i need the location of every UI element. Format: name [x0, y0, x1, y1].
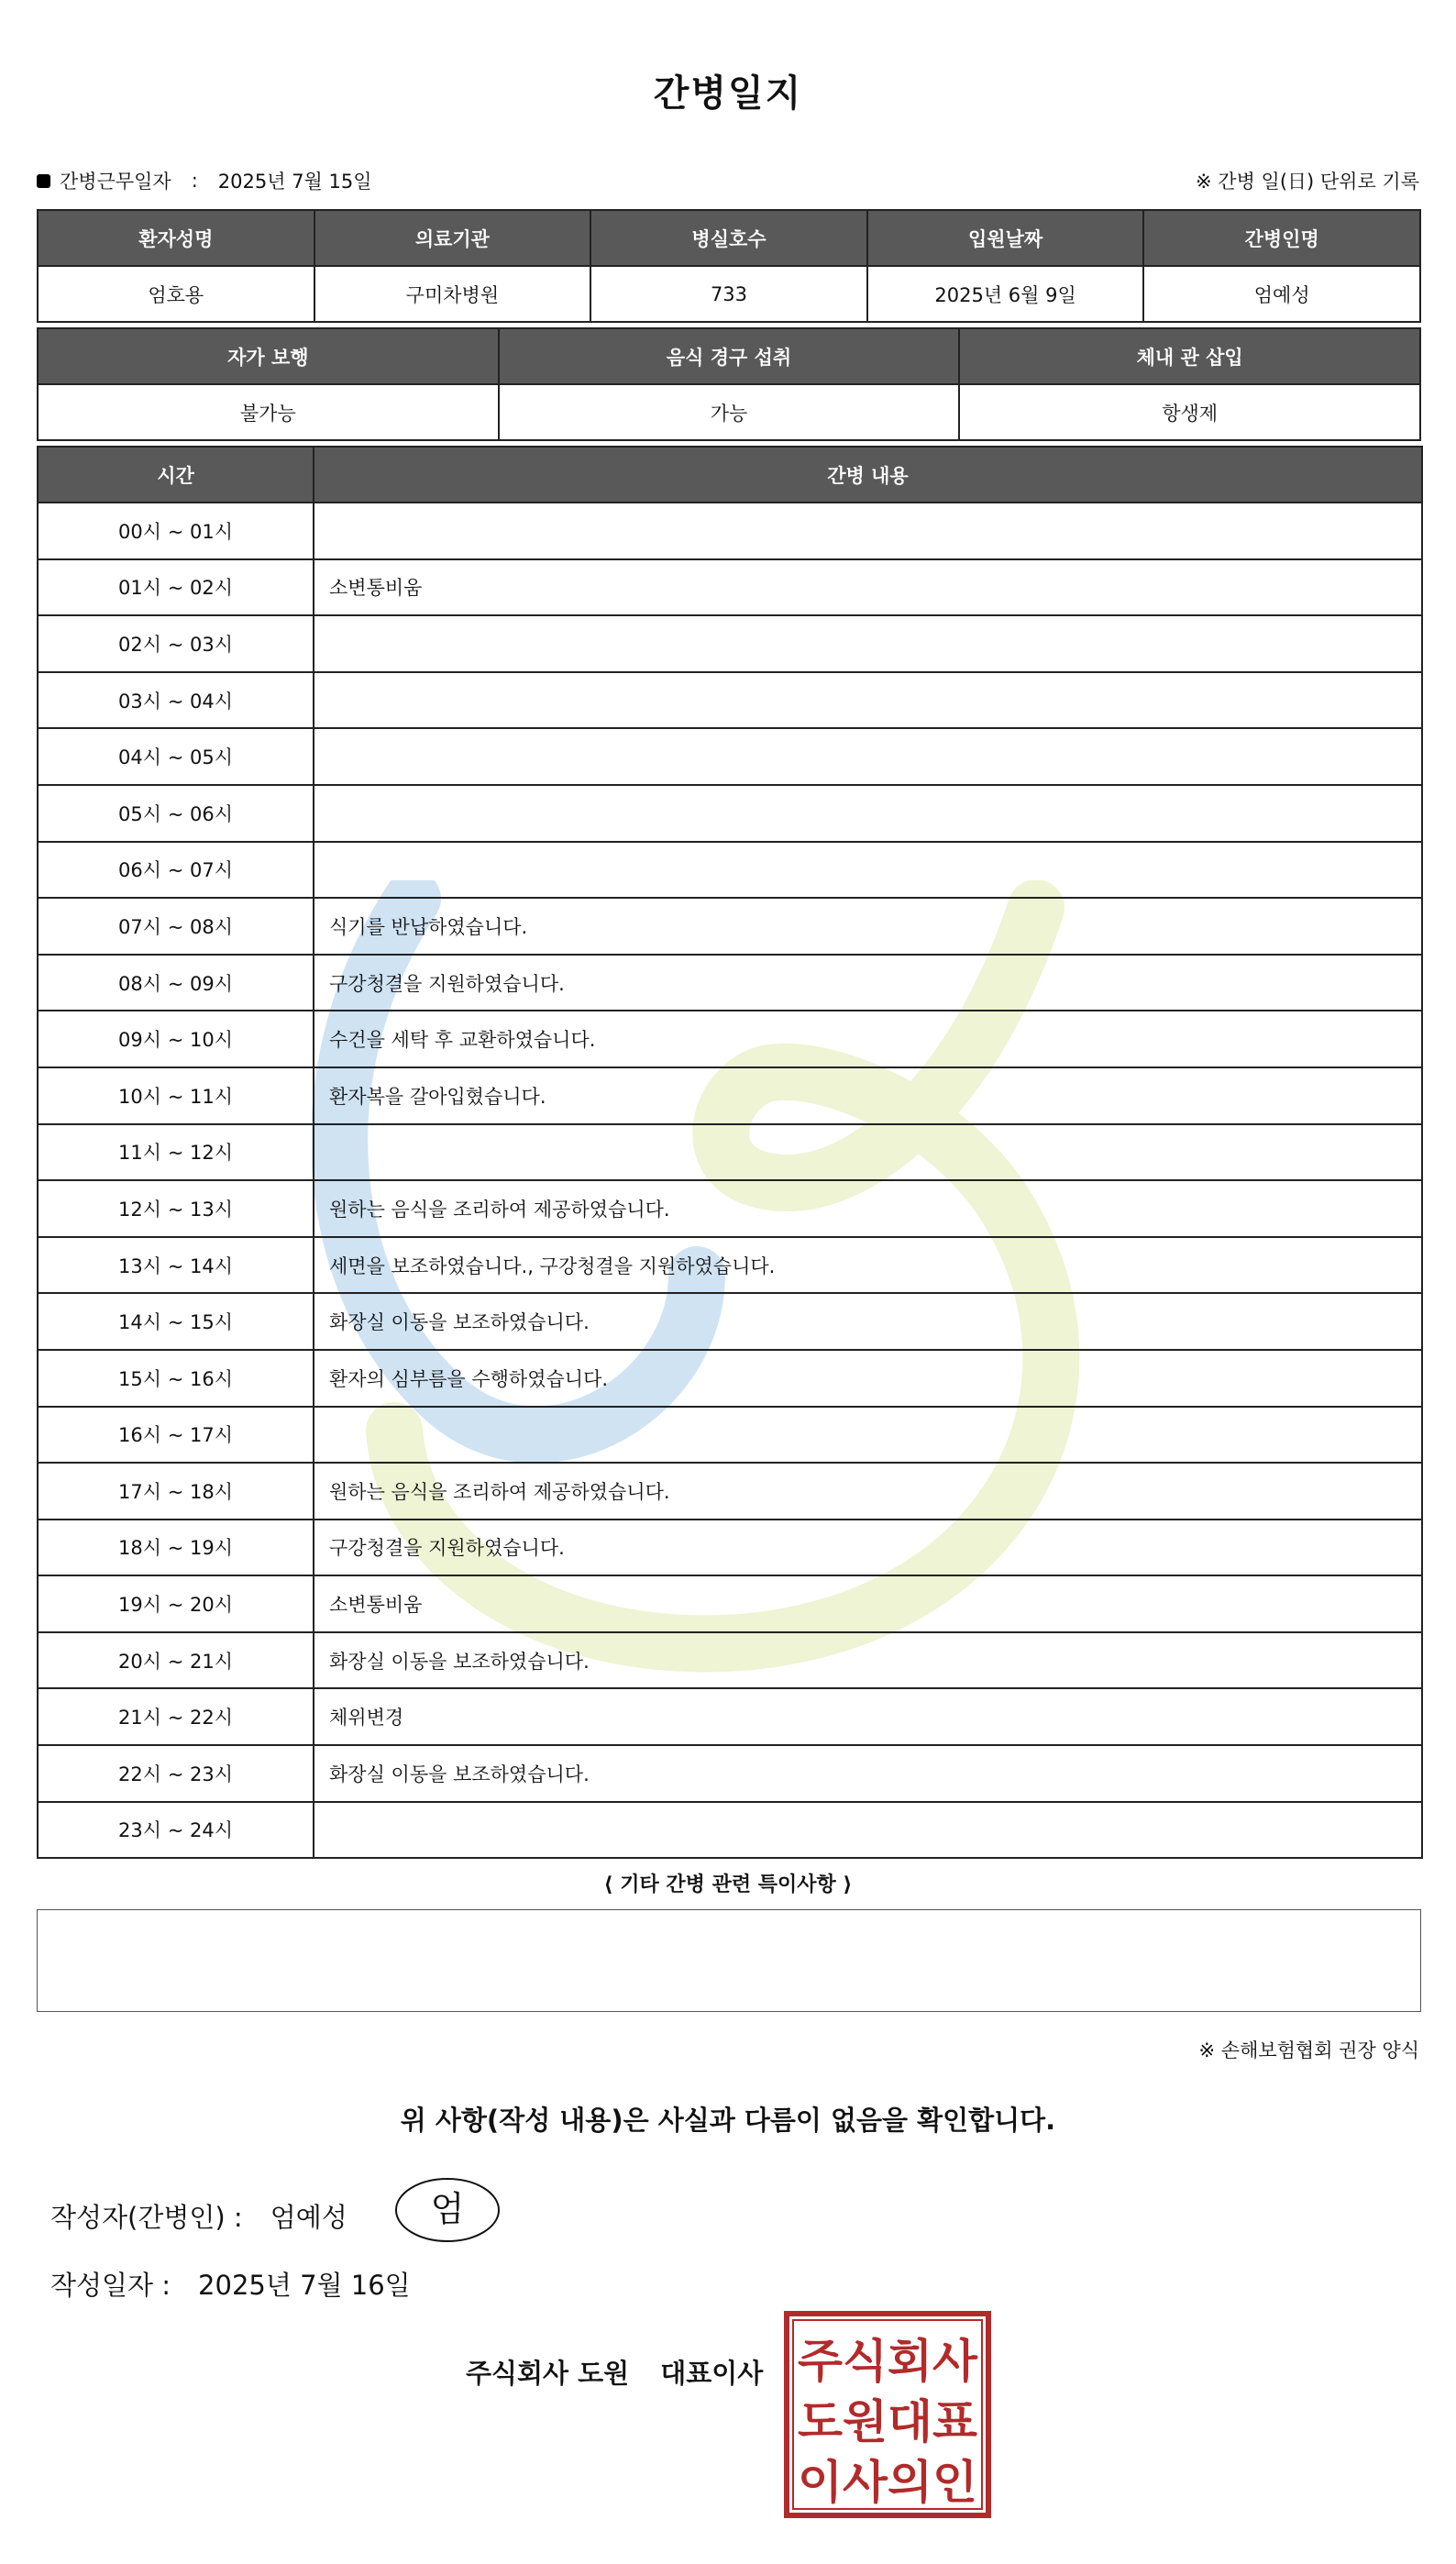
log-content-cell	[314, 785, 1422, 842]
oral-intake-header: 음식 경구 섭취	[499, 328, 960, 384]
log-time-cell: 14시 ~ 15시	[38, 1293, 314, 1350]
log-row	[38, 1575, 1422, 1632]
care-log-table	[37, 446, 1423, 1859]
log-row	[38, 898, 1422, 955]
log-row	[38, 1011, 1422, 1067]
admission-date-header: 입원날짜	[867, 210, 1144, 266]
patient-status-table	[37, 327, 1421, 441]
log-content-cell: 세면을 보조하였습니다., 구강청결을 지원하였습니다.	[314, 1237, 1422, 1294]
log-row	[38, 672, 1422, 729]
remarks-box	[37, 1909, 1421, 2012]
log-row	[38, 1407, 1422, 1464]
log-row	[38, 1067, 1422, 1124]
log-time-cell: 02시 ~ 03시	[38, 615, 314, 672]
log-time-cell: 05시 ~ 06시	[38, 785, 314, 842]
log-content-cell: 화장실 이동을 보조하였습니다.	[314, 1632, 1422, 1689]
log-row	[38, 1180, 1422, 1237]
care-content-header: 간병 내용	[314, 447, 1422, 503]
log-time-cell: 12시 ~ 13시	[38, 1180, 314, 1237]
remarks-title: ⟨ 기타 간병 관련 특이사항 ⟩	[603, 1873, 853, 1896]
writer-value: 엄예성	[270, 2202, 347, 2233]
log-time-cell: 09시 ~ 10시	[38, 1011, 314, 1067]
writer-line	[50, 2197, 347, 2235]
log-content-cell: 소변통비움	[314, 1575, 1422, 1632]
written-date-line	[50, 2265, 411, 2303]
patient-name-header: 환자성명	[38, 210, 314, 266]
work-date-colon: :	[191, 170, 198, 192]
caregiver-name-value: 엄예성	[1143, 266, 1420, 322]
work-date-label: 간병근무일자	[60, 171, 171, 193]
company-role: 대표이사	[660, 2358, 764, 2389]
log-time-cell: 00시 ~ 01시	[38, 503, 314, 559]
log-row	[38, 1802, 1422, 1859]
log-content-cell: 원하는 음식을 조리하여 제공하였습니다.	[314, 1180, 1422, 1237]
log-row	[38, 615, 1422, 672]
log-time-cell: 22시 ~ 23시	[38, 1745, 314, 1802]
caregiver-name-header: 간병인명	[1143, 210, 1420, 266]
log-time-cell: 08시 ~ 09시	[38, 955, 314, 1011]
log-row	[38, 955, 1422, 1011]
log-time-cell: 15시 ~ 16시	[38, 1350, 314, 1407]
log-content-cell: 소변통비움	[314, 559, 1422, 616]
company-line	[466, 2353, 763, 2391]
walking-value: 불가능	[38, 384, 499, 440]
log-time-cell: 04시 ~ 05시	[38, 728, 314, 785]
form-note: ※ 손해보험협회 권장 양식	[1198, 2039, 1419, 2061]
log-content-cell: 구강청결을 지원하였습니다.	[314, 1520, 1422, 1576]
log-time-cell: 13시 ~ 14시	[38, 1237, 314, 1294]
hospital-value: 구미차병원	[314, 266, 591, 322]
walking-header: 자가 보행	[38, 328, 499, 384]
log-time-cell: 11시 ~ 12시	[38, 1124, 314, 1181]
log-row	[38, 1124, 1422, 1181]
log-row	[38, 503, 1422, 559]
written-date-value: 2025년 7월 16일	[198, 2270, 411, 2301]
hospital-header: 의료기관	[314, 210, 591, 266]
log-content-cell	[314, 615, 1422, 672]
log-time-cell: 18시 ~ 19시	[38, 1520, 314, 1576]
company-name: 주식회사 도원	[466, 2358, 630, 2389]
log-content-cell	[314, 842, 1422, 899]
log-content-cell: 화장실 이동을 보조하였습니다.	[314, 1745, 1422, 1802]
log-row	[38, 842, 1422, 899]
log-row	[38, 1237, 1422, 1294]
tube-insertion-value: 항생제	[959, 384, 1420, 440]
log-row	[38, 728, 1422, 785]
log-time-cell: 06시 ~ 07시	[38, 842, 314, 899]
log-time-cell: 16시 ~ 17시	[38, 1407, 314, 1464]
log-time-cell: 07시 ~ 08시	[38, 898, 314, 955]
log-time-cell: 17시 ~ 18시	[38, 1463, 314, 1520]
document-title: 간병일지	[653, 72, 803, 115]
room-number-header: 병실호수	[590, 210, 867, 266]
bullet-square-icon	[37, 174, 50, 188]
seal-line-2: 도원대표	[798, 2395, 978, 2448]
work-date-value: 2025년 7월 15일	[217, 171, 372, 193]
log-time-cell: 01시 ~ 02시	[38, 559, 314, 616]
work-date	[37, 167, 372, 194]
log-row	[38, 785, 1422, 842]
log-content-cell: 구강청결을 지원하였습니다.	[314, 955, 1422, 1011]
log-time-cell: 10시 ~ 11시	[38, 1067, 314, 1124]
log-content-cell	[314, 503, 1422, 559]
log-content-cell: 화장실 이동을 보조하였습니다.	[314, 1293, 1422, 1350]
log-content-cell: 식기를 반납하였습니다.	[314, 898, 1422, 955]
log-content-cell: 환자의 심부름을 수행하였습니다.	[314, 1350, 1422, 1407]
written-date-label: 작성일자 :	[50, 2270, 171, 2301]
log-row	[38, 1293, 1422, 1350]
oral-intake-value: 가능	[499, 384, 960, 440]
seal-line-1: 주식회사	[798, 2335, 978, 2388]
log-content-cell	[314, 728, 1422, 785]
log-content-cell	[314, 1124, 1422, 1181]
admission-date-value: 2025년 6월 9일	[867, 266, 1144, 322]
log-time-cell: 03시 ~ 04시	[38, 672, 314, 729]
log-row	[38, 1520, 1422, 1576]
log-time-cell: 20시 ~ 21시	[38, 1632, 314, 1689]
confirmation-statement: 위 사항(작성 내용)은 사실과 다름이 없음을 확인합니다.	[400, 2105, 1056, 2136]
log-content-cell	[314, 1407, 1422, 1464]
log-content-cell	[314, 672, 1422, 729]
log-row	[38, 1463, 1422, 1520]
unit-note: ※ 간병 일(日) 단위로 기록	[1196, 171, 1419, 193]
signature-text: 엄	[430, 2189, 465, 2229]
log-content-cell	[314, 1802, 1422, 1859]
seal-line-3: 이사의인	[798, 2456, 977, 2509]
room-number-value: 733	[590, 266, 867, 322]
log-content-cell: 체위변경	[314, 1688, 1422, 1745]
time-header: 시간	[38, 447, 314, 503]
log-row	[38, 1688, 1422, 1745]
log-time-cell: 23시 ~ 24시	[38, 1802, 314, 1859]
patient-info-table	[37, 209, 1421, 323]
signature	[392, 2173, 502, 2247]
log-row	[38, 1745, 1422, 1802]
writer-label: 작성자(간병인) :	[50, 2202, 243, 2233]
company-seal	[784, 2311, 991, 2518]
log-row	[38, 1350, 1422, 1407]
tube-insertion-header: 체내 관 삽입	[959, 328, 1420, 384]
log-time-cell: 21시 ~ 22시	[38, 1688, 314, 1745]
log-time-cell: 19시 ~ 20시	[38, 1575, 314, 1632]
log-content-cell: 원하는 음식을 조리하여 제공하였습니다.	[314, 1463, 1422, 1520]
log-content-cell: 수건을 세탁 후 교환하였습니다.	[314, 1011, 1422, 1067]
log-row	[38, 1632, 1422, 1689]
log-row	[38, 559, 1422, 616]
log-content-cell: 환자복을 갈아입혔습니다.	[314, 1067, 1422, 1124]
patient-name-value: 엄호용	[38, 266, 314, 322]
